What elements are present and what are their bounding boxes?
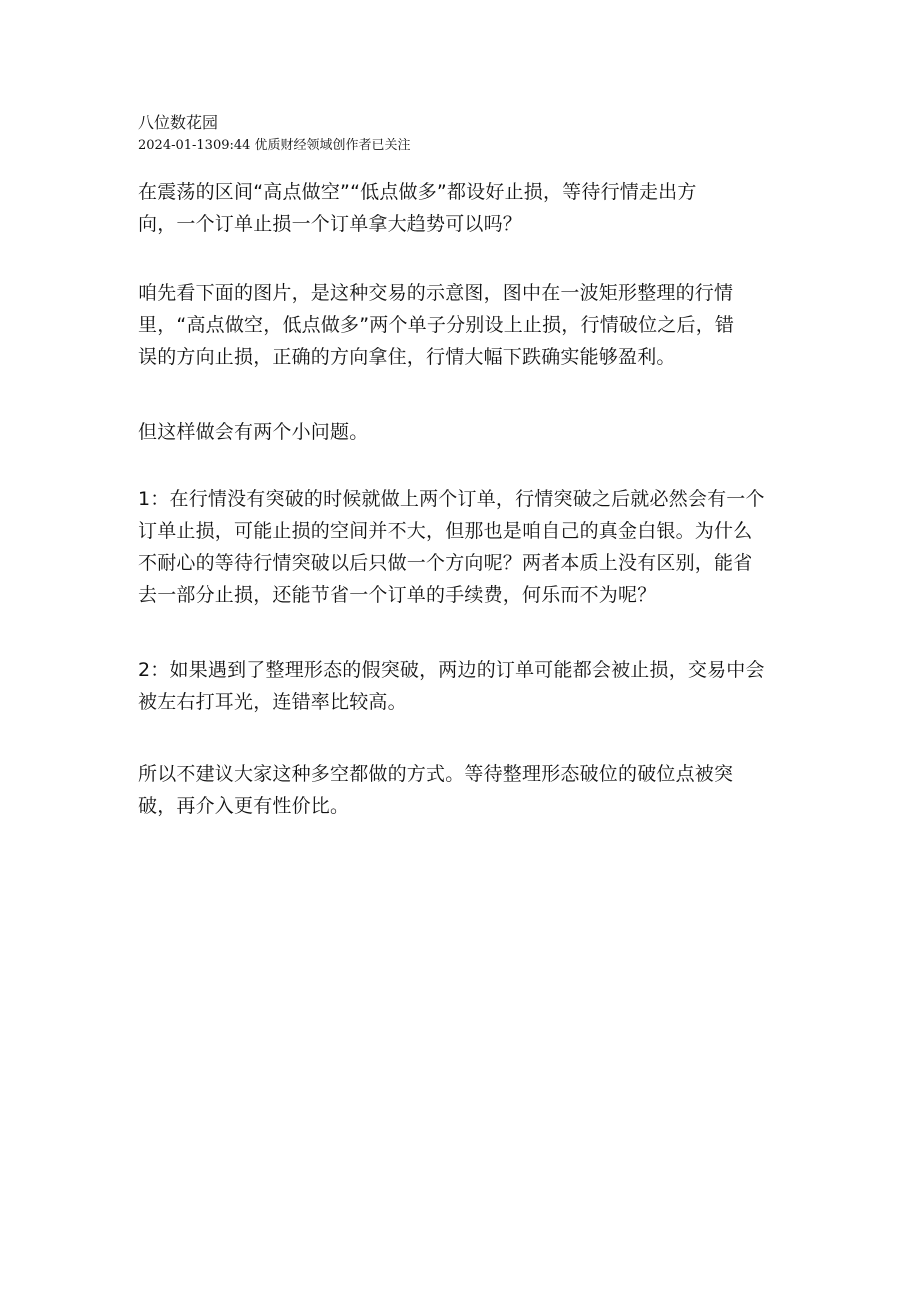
paragraph-intro-question: [138, 176, 697, 240]
paragraph-problem-two: [138, 654, 765, 718]
paragraph-line: 但这样做会有两个小问题。: [138, 421, 369, 443]
paragraph-problem-one: [138, 483, 765, 611]
paragraph-line: 被左右打耳光，连错率比较高。: [138, 691, 407, 713]
paragraph-problems-intro: [138, 416, 368, 448]
paragraph-line: 误的方向止损，正确的方向拿住，行情大幅下跌确实能够盈利。: [138, 346, 676, 368]
post-meta: 2024-01-1309:44 优质财经领域创作者已关注: [138, 138, 411, 153]
paragraph-conclusion: [138, 758, 733, 822]
paragraph-line: 订单止损，可能止损的空间并不大，但那也是咱自己的真金白银。为什么: [138, 520, 753, 542]
paragraph-explanation: [138, 277, 734, 373]
paragraph-line: 所以不建议大家这种多空都做的方式。等待整理形态破位的破位点被突: [138, 763, 734, 785]
paragraph-line: 咱先看下面的图片，是这种交易的示意图，图中在一波矩形整理的行情: [138, 282, 734, 304]
paragraph-line: 向，一个订单止损一个订单拿大趋势可以吗？: [138, 213, 523, 235]
paragraph-line: 1：在行情没有突破的时候就做上两个订单，行情突破之后就必然会有一个: [138, 488, 765, 510]
paragraph-line: 不耐心的等待行情突破以后只做一个方向呢？两者本质上没有区别，能省: [138, 552, 753, 574]
paragraph-line: 2：如果遇到了整理形态的假突破，两边的订单可能都会被止损，交易中会: [138, 659, 765, 681]
paragraph-line: 破，再介入更有性价比。: [138, 795, 350, 817]
paragraph-line: 去一部分止损，还能节省一个订单的手续费，何乐而不为呢？: [138, 584, 657, 606]
paragraph-line: 里，“高点做空，低点做多”两个单子分别设上止损，行情破位之后，错: [138, 314, 735, 336]
paragraph-line: 在震荡的区间“高点做空”“低点做多”都设好止损，等待行情走出方: [138, 181, 697, 203]
author-name[interactable]: 八位数花园: [138, 113, 219, 132]
